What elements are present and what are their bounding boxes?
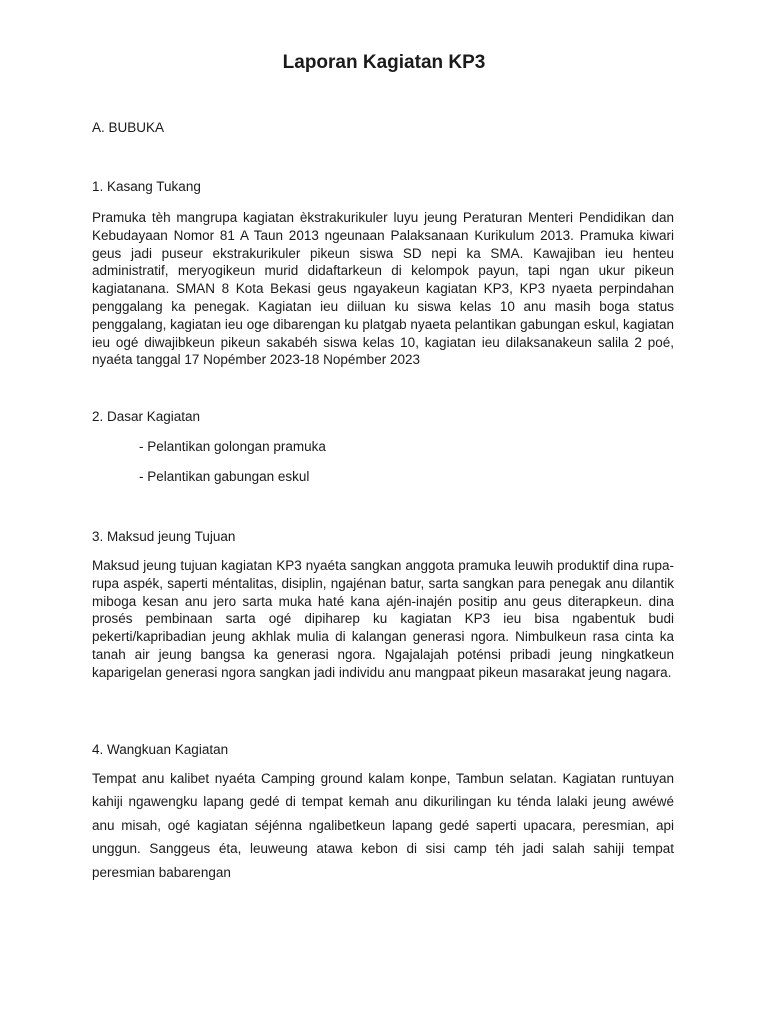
section-2-heading: 2. Dasar Kagiatan (92, 409, 201, 424)
list-item: - Pelantikan golongan pramuka (139, 439, 326, 454)
list-item: - Pelantikan gabungan eskul (139, 469, 310, 484)
section-3-heading: 3. Maksud jeung Tujuan (92, 529, 236, 544)
section-1-heading: 1. Kasang Tukang (92, 179, 201, 194)
section-3-paragraph: Maksud jeung tujuan kagiatan KP3 nyaéta sangkan anggota pramuka leuwih produktif dina rupa-rupa aspék, saperti méntalitas, disiplin, ngajénan batur, sarta sangkan para penegak anu dilantik miboga kesan anu jero sarta muka haté kana ajén-inajén positip anu geus diterapkeun. dina prosés pembinaan sarta ogé dipiharep ku kagiatan KP3 ieu bisa ngabentuk budi pekerti/kapribadian jeung akhlak mulia di kalangan generasi ngora. Nimbulkeun rasa cinta ka tanah air jeung bangsa ka generasi ngora. Ngajalajah poténsi pribadi jeung ningkatkeun kaparigelan generasi ngora sangkan jadi individu anu mangpaat pikeun masarakat jeung nagara. (92, 558, 674, 680)
document-title: Laporan Kagiatan KP3 (282, 52, 486, 73)
section-1-paragraph: Pramuka tèh mangrupa kagiatan èkstrakurikuler luyu jeung Peraturan Menteri Pendidikan dan Kebudayaan Nomor 81 A Taun 2013 ngeunaan Palaksanaan Kurikulum 2013. Pramuka kiwari geus jadi puseur ekstrakurikuler pikeun siswa SD nepi ka SMA. Kawajiban ieu henteu administratif, meryogikeun murid didaftarkeun di kelompok payun, tapi ngan ukur pikeun kagiatanana. SMAN 8 Kota Bekasi geus ngayakeun kagiatan KP3, KP3 nyaeta perpindahan penggalang ka penegak. Kagiatan ieu diiluan ku siswa kelas 10 anu masih boga status penggalang, kagiatan ieu oge dibarengan ku platgab nyaeta pelantikan gabungan eskul, kagiatan ieu ogé diwajibkeun pikeun sakabéh siswa kelas 10, kagiatan ieu dilaksanakeun salila 2 poé, nyaéta tanggal 17 Nopémber 2023-18 Nopémber 2023 (92, 210, 674, 368)
section-a-heading: A. BUBUKA (92, 120, 165, 135)
section-4-paragraph: Tempat anu kalibet nyaéta Camping ground kalam konpe, Tambun selatan. Kagiatan runtuyan kahiji ngawengku lapang gedé di tempat kemah anu dikurilingan ku ténda lalaki jeung awéwé anu misah, ogé kagiatan séjénna ngalibetkeun lapang gedé saperti upacara, peresmian, api unggun. Sanggeus éta, leuweung atawa kebon di sisi camp téh jadi salah sahiji tempat peresmian babarengan (92, 771, 674, 880)
section-4-heading: 4. Wangkuan Kagiatan (92, 742, 229, 757)
